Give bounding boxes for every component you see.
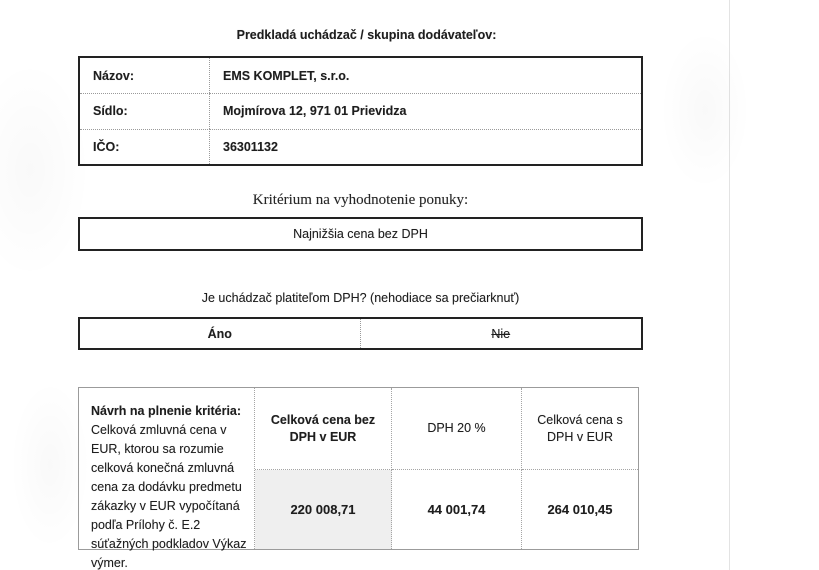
vat-answer-table <box>78 317 643 350</box>
criteria-description-cell <box>79 388 255 570</box>
bidder-row-label: Sídlo: <box>80 93 210 128</box>
price-col-header-gross: Celková cena s DPH v EUR <box>522 388 638 470</box>
price-col-header-vat: DPH 20 % <box>392 388 522 470</box>
price-value-vat: 44 001,74 <box>392 470 522 549</box>
vat-option-yes-cell <box>80 319 361 348</box>
bidder-row-value: EMS KOMPLET, s.r.o. <box>223 68 350 83</box>
price-col-header-net: Celková cena bez DPH v EUR <box>255 388 392 470</box>
price-proposal-table <box>78 387 639 570</box>
vat-option-yes: Áno <box>207 326 232 341</box>
vat-option-no-struck: Nie <box>491 326 511 341</box>
bidder-row-label: Názov: <box>80 58 210 93</box>
criteria-body: Celková zmluvná cena v EUR, ktorou sa rozumie celková konečná zmluvná cena za dodávku predmetu zákazky v EUR vypočítaná podľa Prílohy č. E.2 súťažných podkladov Výkaz výmer. <box>91 423 247 570</box>
vat-question-title: Je uchádzač platiteľom DPH? (nehodiace sa prečiarknuť) <box>201 291 520 305</box>
bidder-row-value: Mojmírova 12, 971 01 Prievidza <box>210 93 641 128</box>
bidder-row-label: IČO: <box>80 129 210 164</box>
scan-noise <box>660 30 750 190</box>
bidder-table <box>78 56 643 166</box>
vat-option-no-cell <box>361 319 642 348</box>
criteria-heading: Návrh na plnenie kritéria: <box>91 404 242 418</box>
scan-noise <box>0 60 90 280</box>
price-value-gross: 264 010,45 <box>547 502 613 517</box>
criterion-section-title: Kritérium na vyhodnotenie ponuky: <box>252 192 469 208</box>
price-value-net: 220 008,71 <box>255 470 392 549</box>
bidder-row-value: 36301132 <box>210 129 641 164</box>
criterion-value: Najnižšia cena bez DPH <box>293 227 428 241</box>
bidder-section-title: Predkladá uchádzač / skupina dodávateľov: <box>236 28 497 42</box>
criterion-value-box <box>78 217 643 251</box>
